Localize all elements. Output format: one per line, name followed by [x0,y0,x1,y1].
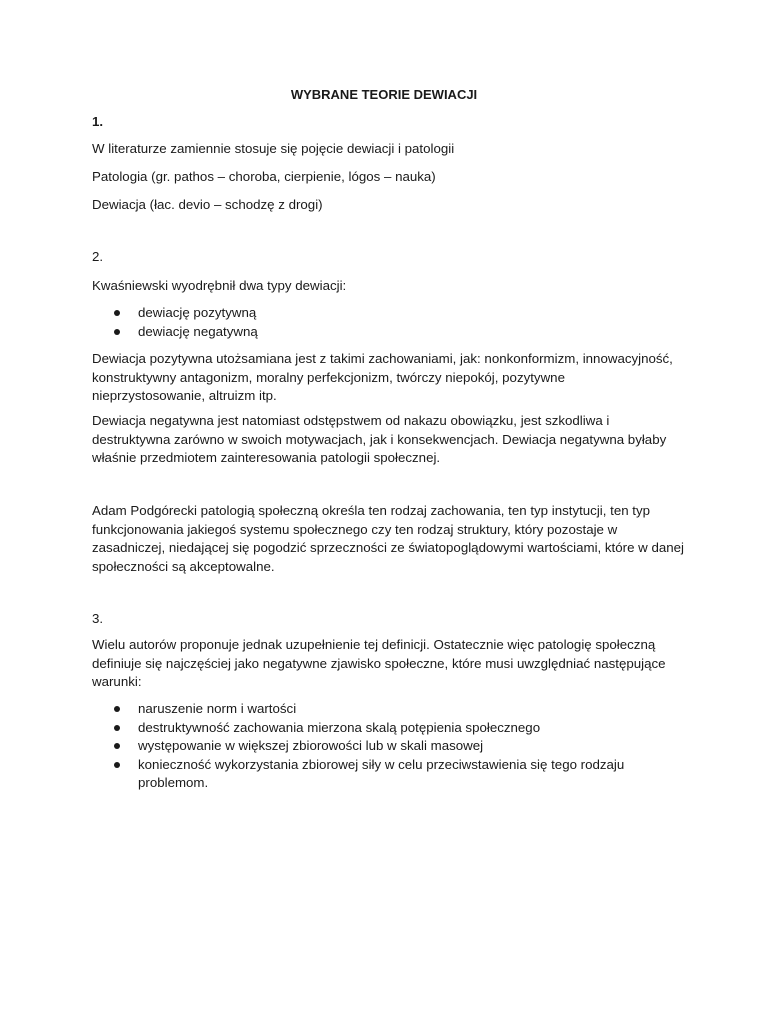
bullet-icon [114,329,120,335]
paragraph-line: destruktywna zarówno w swoich motywacjach, jak i konsekwencjach. Dewiacja negatywna byłaby [92,431,667,447]
bullet-icon [114,706,120,712]
list-item [92,700,692,719]
bullet-icon [114,762,120,768]
section-3-number: 3. [92,611,104,626]
list-item-text: konieczność wykorzystania zbiorowej siły w celu przeciwstawienia się tego rodzaju [138,756,625,772]
paragraph-line: właśnie przedmiotem zainteresowania patologii społecznej. [92,450,441,465]
section-2-paragraph-1 [92,350,692,406]
list-item-text: dewiację pozytywną [138,305,257,320]
section-2-intro: Kwaśniewski wyodrębnił dwa typy dewiacji: [92,278,347,293]
list-item-text: dewiację negatywną [138,323,258,339]
paragraph-line: definiuje się najczęściej jako negatywne zjawisko społeczne, które musi uwzględniać następujące [92,655,666,671]
document-title: WYBRANE TEORIE DEWIACJI [290,87,478,102]
paragraph-line: funkcjonowania jakiegoś systemu społecznego czy ten rodzaj struktury, który pozostaje w [92,521,618,537]
list-item-text: problemom. [138,775,209,790]
section-1-line-1: W literaturze zamiennie stosuje się pojęcie dewiacji i patologii [92,141,455,156]
section-2-paragraph-2 [92,412,692,468]
list-item-text: destruktywność zachowania mierzona skalą potępienia społecznego [138,719,541,735]
list-item [92,304,692,323]
paragraph-line: społeczności są akceptowalne. [92,558,275,574]
paragraph-line: Wielu autorów proponuje jednak uzupełnienie tej definicji. Ostatecznie więc patologię społeczną [92,637,656,652]
list-item-text: naruszenie norm i wartości [138,701,297,716]
section-2-number: 2. [92,249,104,264]
paragraph-line: nieprzystosowanie, altruizm itp. [92,388,277,403]
paragraph-line: konstruktywny antagonizm, moralny perfekcjonizm, twórczy niepokój, pozytywne [92,369,565,385]
paragraph-line: warunki: [92,674,142,689]
section-2-bullet-list [92,304,692,341]
section-3-bullet-list [92,700,692,793]
paragraph-line: Dewiacja pozytywna utożsamiana jest z takimi zachowaniami, jak: nonkonformizm, innowacyjność, [92,351,673,366]
list-item-text: występowanie w większej zbiorowości lub w skali masowej [138,738,484,753]
section-1-line-2: Patologia (gr. pathos – choroba, cierpienie, lógos – nauka) [92,169,436,184]
bullet-icon [114,725,120,731]
list-item [92,756,692,793]
list-item [92,323,692,342]
list-item [92,719,692,738]
bullet-icon [114,743,120,749]
paragraph-line: zasadniczej, niedającej się pogodzić sprzeczności ze światopoglądowymi wartościami, które w danej [92,540,684,555]
section-1-line-3: Dewiacja (łac. devio – schodzę z drogi) [92,197,323,212]
paragraph-line: Adam Podgórecki patologią społeczną określa ten rodzaj zachowania, ten typ instytucji, ten typ [92,503,651,518]
bullet-icon [114,310,120,316]
section-3-paragraph [92,636,692,692]
paragraph-line: Dewiacja negatywna jest natomiast odstępstwem od nakazu obowiązku, jest szkodliwa i [92,413,610,428]
section-2-paragraph-3 [92,502,692,576]
list-item [92,737,692,756]
section-1-number: 1. [92,114,104,129]
